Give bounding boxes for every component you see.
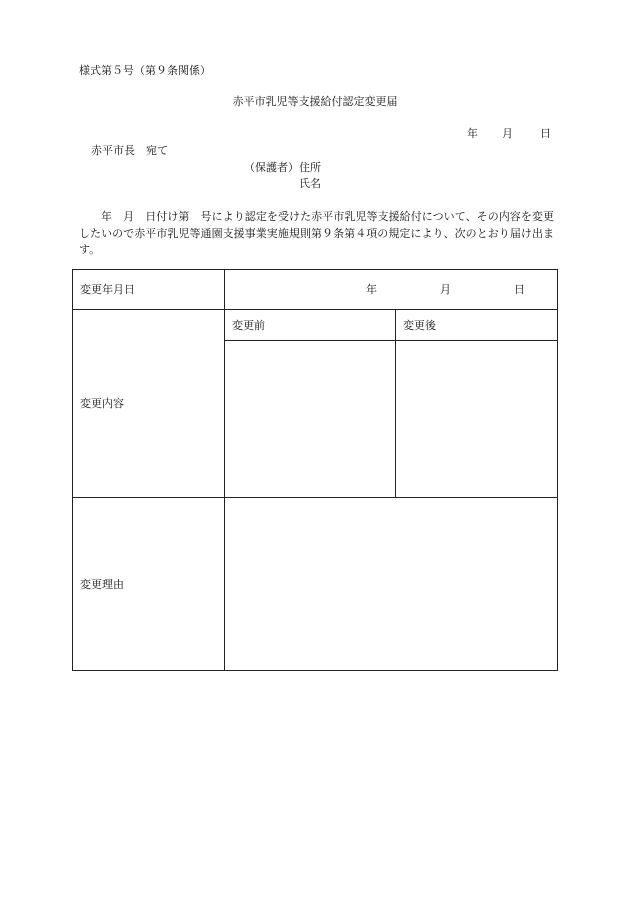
- change-content-label: 変更内容: [80, 397, 124, 410]
- form-number: 様式第５号（第９条関係）: [79, 64, 211, 77]
- before-change-label: 変更前: [232, 319, 265, 332]
- submission-date-year: 年: [467, 127, 478, 140]
- change-date-month: 月: [440, 283, 451, 296]
- address-label: 住所: [299, 161, 321, 174]
- label-column-divider: [224, 269, 225, 671]
- name-label: 氏名: [299, 177, 321, 190]
- submission-date-day: 日: [540, 127, 551, 140]
- before-after-divider: [395, 309, 396, 497]
- row-divider-1: [72, 309, 558, 310]
- row-divider-sub: [224, 340, 558, 341]
- guardian-label: （保護者）: [244, 161, 299, 174]
- addressee: 赤平市長 宛て: [91, 144, 168, 157]
- change-date-day: 日: [514, 283, 525, 296]
- table-border-right: [557, 269, 558, 671]
- change-date-year: 年: [366, 283, 377, 296]
- document-title: 赤平市乳児等支援給付認定変更届: [232, 95, 398, 108]
- submission-date-month: 月: [502, 127, 513, 140]
- notification-body-text: 年 月 日付け第 号により認定を受けた赤平市乳児等支援給付について、その内容を変更したいので赤平市乳児等通園支援事業実施規則第９条第４項の規定により、次のとおり届け出ます。: [79, 210, 554, 256]
- change-form-table: [72, 269, 558, 671]
- after-change-label: 変更後: [403, 319, 436, 332]
- table-border-top: [72, 269, 558, 270]
- change-date-label: 変更年月日: [80, 283, 135, 296]
- table-border-bottom: [72, 670, 558, 671]
- change-reason-label: 変更理由: [80, 578, 124, 591]
- row-divider-2: [72, 497, 558, 498]
- table-border-left: [72, 269, 73, 671]
